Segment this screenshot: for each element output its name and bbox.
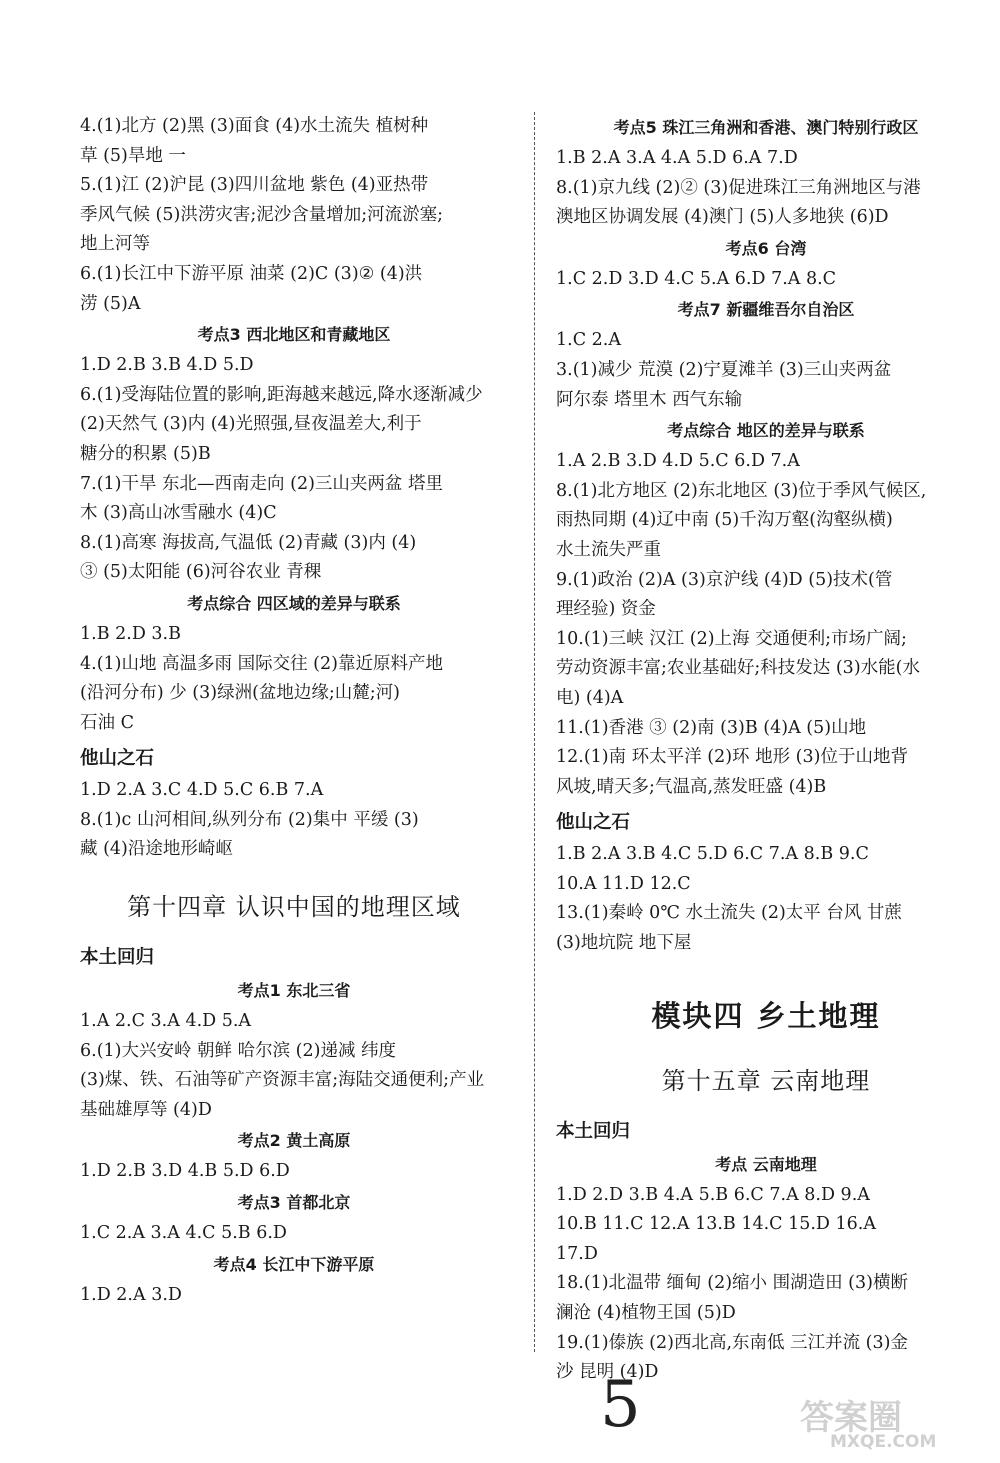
section-heading: 本土回归 bbox=[80, 947, 155, 969]
answer-line: 6.(1)受海陆位置的影响,距海越来越远,降水逐渐减少 bbox=[80, 384, 483, 405]
answer-line: 藏 (4)沿途地形崎岖 bbox=[80, 839, 233, 860]
section-heading: 他山之石 bbox=[556, 812, 631, 834]
answer-line: (沿河分布) 少 (3)绿洲(盆地边缘;山麓;河) bbox=[80, 683, 401, 704]
answer-line: 风坡,晴天多;气温高,蒸发旺盛 (4)B bbox=[556, 776, 827, 797]
answer-line: 19.(1)傣族 (2)西北高,东南低 三江并流 (3)金 bbox=[556, 1332, 908, 1353]
answer-line: 理经验) 资金 bbox=[556, 599, 656, 620]
topic-heading: 考点3 西北地区和青藏地区 bbox=[197, 325, 391, 345]
answer-line: (2)天然气 (3)内 (4)光照强,昼夜温差大,利于 bbox=[80, 414, 422, 435]
answer-line: 电) (4)A bbox=[556, 687, 624, 708]
answer-line: 10.(1)三峡 汉江 (2)上海 交通便利;市场广阔; bbox=[556, 628, 907, 649]
module-title: 模块四 乡土地理 bbox=[651, 998, 881, 1033]
answer-line: (3)地坑院 地下屋 bbox=[556, 933, 692, 954]
answer-line: 石油 C bbox=[80, 712, 134, 733]
topic-heading: 考点4 长江中下游平原 bbox=[213, 1254, 375, 1274]
answer-line: 涝 (5)A bbox=[80, 293, 141, 314]
answer-line: 7.(1)干旱 东北—西南走向 (2)三山夹两盆 塔里 bbox=[80, 473, 443, 494]
answer-line: 11.(1)香港 ③ (2)南 (3)B (4)A (5)山地 bbox=[556, 717, 867, 738]
answer-line: 1.D 2.A 3.D bbox=[80, 1284, 182, 1305]
answer-line: 澳地区协调发展 (4)澳门 (5)人多地狭 (6)D bbox=[556, 207, 889, 228]
answer-line: 8.(1)京九线 (2)② (3)促进珠江三角洲地区与港 bbox=[556, 177, 921, 198]
answer-line: 1.D 2.B 3.D 4.B 5.D 6.D bbox=[80, 1161, 290, 1182]
answer-line: 1.B 2.D 3.B bbox=[80, 623, 181, 644]
answer-line: 澜沧 (4)植物王国 (5)D bbox=[556, 1303, 736, 1324]
answer-line: 3.(1)减少 荒漠 (2)宁夏滩羊 (3)三山夹两盆 bbox=[556, 359, 892, 380]
topic-heading: 考点2 黄土高原 bbox=[237, 1131, 351, 1151]
answer-line: 18.(1)北温带 缅甸 (2)缩小 围湖造田 (3)横断 bbox=[556, 1273, 908, 1294]
answer-line: 1.A 2.B 3.D 4.D 5.C 6.D 7.A bbox=[556, 451, 800, 472]
answer-line: 4.(1)北方 (2)黑 (3)面食 (4)水土流失 植树种 bbox=[80, 116, 429, 136]
chapter-title: 第十四章 认识中国的地理区域 bbox=[127, 893, 461, 922]
answer-line: 4.(1)山地 高温多雨 国际交往 (2)靠近原料产地 bbox=[80, 653, 443, 674]
left-column bbox=[80, 112, 508, 1310]
answer-line: 基础雄厚等 (4)D bbox=[80, 1099, 212, 1120]
answer-line: 5.(1)江 (2)沪昆 (3)四川盆地 紫色 (4)亚热带 bbox=[80, 175, 429, 196]
answer-line: 阿尔泰 塔里木 西气东输 bbox=[556, 389, 743, 410]
answer-line: 1.D 2.D 3.B 4.A 5.B 6.C 7.A 8.D 9.A bbox=[556, 1184, 870, 1205]
answer-line: 10.A 11.D 12.C bbox=[556, 873, 691, 894]
answer-line: 1.B 2.A 3.A 4.A 5.D 6.A 7.D bbox=[556, 148, 798, 168]
answer-line: 17.D bbox=[556, 1243, 598, 1264]
answer-line: 沙 昆明 (4)D bbox=[556, 1362, 659, 1383]
topic-heading: 考点1 东北三省 bbox=[237, 981, 351, 1001]
answer-line: 雨热同期 (4)辽中南 (5)千沟万壑(沟壑纵横) bbox=[556, 510, 893, 531]
topic-heading: 考点7 新疆维吾尔自治区 bbox=[677, 300, 855, 320]
answer-line: 8.(1)c 山河相间,纵列分布 (2)集中 平缓 (3) bbox=[80, 809, 419, 830]
topic-heading: 考点6 台湾 bbox=[725, 238, 807, 258]
answer-line: 草 (5)旱地 一 bbox=[80, 145, 186, 166]
answer-line: 1.B 2.A 3.B 4.C 5.D 6.C 7.A 8.B 9.C bbox=[556, 844, 869, 865]
answer-line: ③ (5)太阳能 (6)河谷农业 青稞 bbox=[80, 562, 322, 583]
answer-line: 8.(1)高寒 海拔高,气温低 (2)青藏 (3)内 (4) bbox=[80, 532, 417, 553]
answer-line: 12.(1)南 环太平洋 (2)环 地形 (3)位于山地背 bbox=[556, 747, 908, 768]
column-divider bbox=[534, 112, 535, 1352]
topic-heading: 考点5 珠江三角洲和香港、澳门特别行政区 bbox=[613, 118, 919, 137]
answer-line: 水土流失严重 bbox=[556, 539, 661, 560]
watermark-logo: 答案圈 bbox=[800, 1398, 902, 1438]
answer-line: 木 (3)高山冰雪融水 (4)C bbox=[80, 503, 277, 524]
right-column bbox=[556, 112, 976, 1388]
answer-line: 1.D 2.A 3.C 4.D 5.C 6.B 7.A bbox=[80, 780, 324, 801]
answer-line: 劳动资源丰富;农业基础好;科技发达 (3)水能(水 bbox=[556, 658, 920, 679]
answer-line: 13.(1)秦岭 0℃ 水土流失 (2)太平 台风 甘蔗 bbox=[556, 903, 902, 924]
answer-line: 地上河等 bbox=[80, 234, 150, 255]
topic-heading: 考点3 首都北京 bbox=[237, 1193, 351, 1213]
answer-line: 1.C 2.A 3.A 4.C 5.B 6.D bbox=[80, 1223, 287, 1244]
topic-heading: 考点综合 地区的差异与联系 bbox=[667, 421, 865, 441]
answer-line: 1.D 2.B 3.B 4.D 5.D bbox=[80, 355, 254, 376]
answer-line: 季风气候 (5)洪涝灾害;泥沙含量增加;河流淤塞; bbox=[80, 204, 444, 225]
answer-line: 8.(1)北方地区 (2)东北地区 (3)位于季风气候区, bbox=[556, 480, 927, 501]
answer-line: 1.A 2.C 3.A 4.D 5.A bbox=[80, 1011, 252, 1032]
answer-line: 10.B 11.C 12.A 13.B 14.C 15.D 16.A bbox=[556, 1214, 876, 1235]
handwritten-page-number: 5 bbox=[600, 1368, 641, 1442]
section-heading: 本土回归 bbox=[556, 1120, 631, 1142]
answer-line: 糖分的积累 (5)B bbox=[80, 443, 211, 464]
answer-line: 6.(1)长江中下游平原 油菜 (2)C (3)② (4)洪 bbox=[80, 263, 423, 284]
section-heading: 他山之石 bbox=[80, 748, 155, 770]
answer-line: 6.(1)大兴安岭 朝鲜 哈尔滨 (2)递减 纬度 bbox=[80, 1040, 397, 1061]
topic-heading: 考点综合 四区域的差异与联系 bbox=[187, 593, 401, 613]
topic-heading: 考点 云南地理 bbox=[715, 1154, 817, 1174]
answer-line: 1.C 2.A bbox=[556, 330, 621, 351]
answer-line: (3)煤、铁、石油等矿产资源丰富;海陆交通便利;产业 bbox=[80, 1070, 485, 1091]
answer-line: 9.(1)政治 (2)A (3)京沪线 (4)D (5)技术(管 bbox=[556, 569, 893, 590]
answer-line: 1.C 2.D 3.D 4.C 5.A 6.D 7.A 8.C bbox=[556, 268, 837, 289]
watermark-url: MXQE.COM bbox=[830, 1432, 937, 1452]
chapter-title: 第十五章 云南地理 bbox=[661, 1066, 871, 1095]
